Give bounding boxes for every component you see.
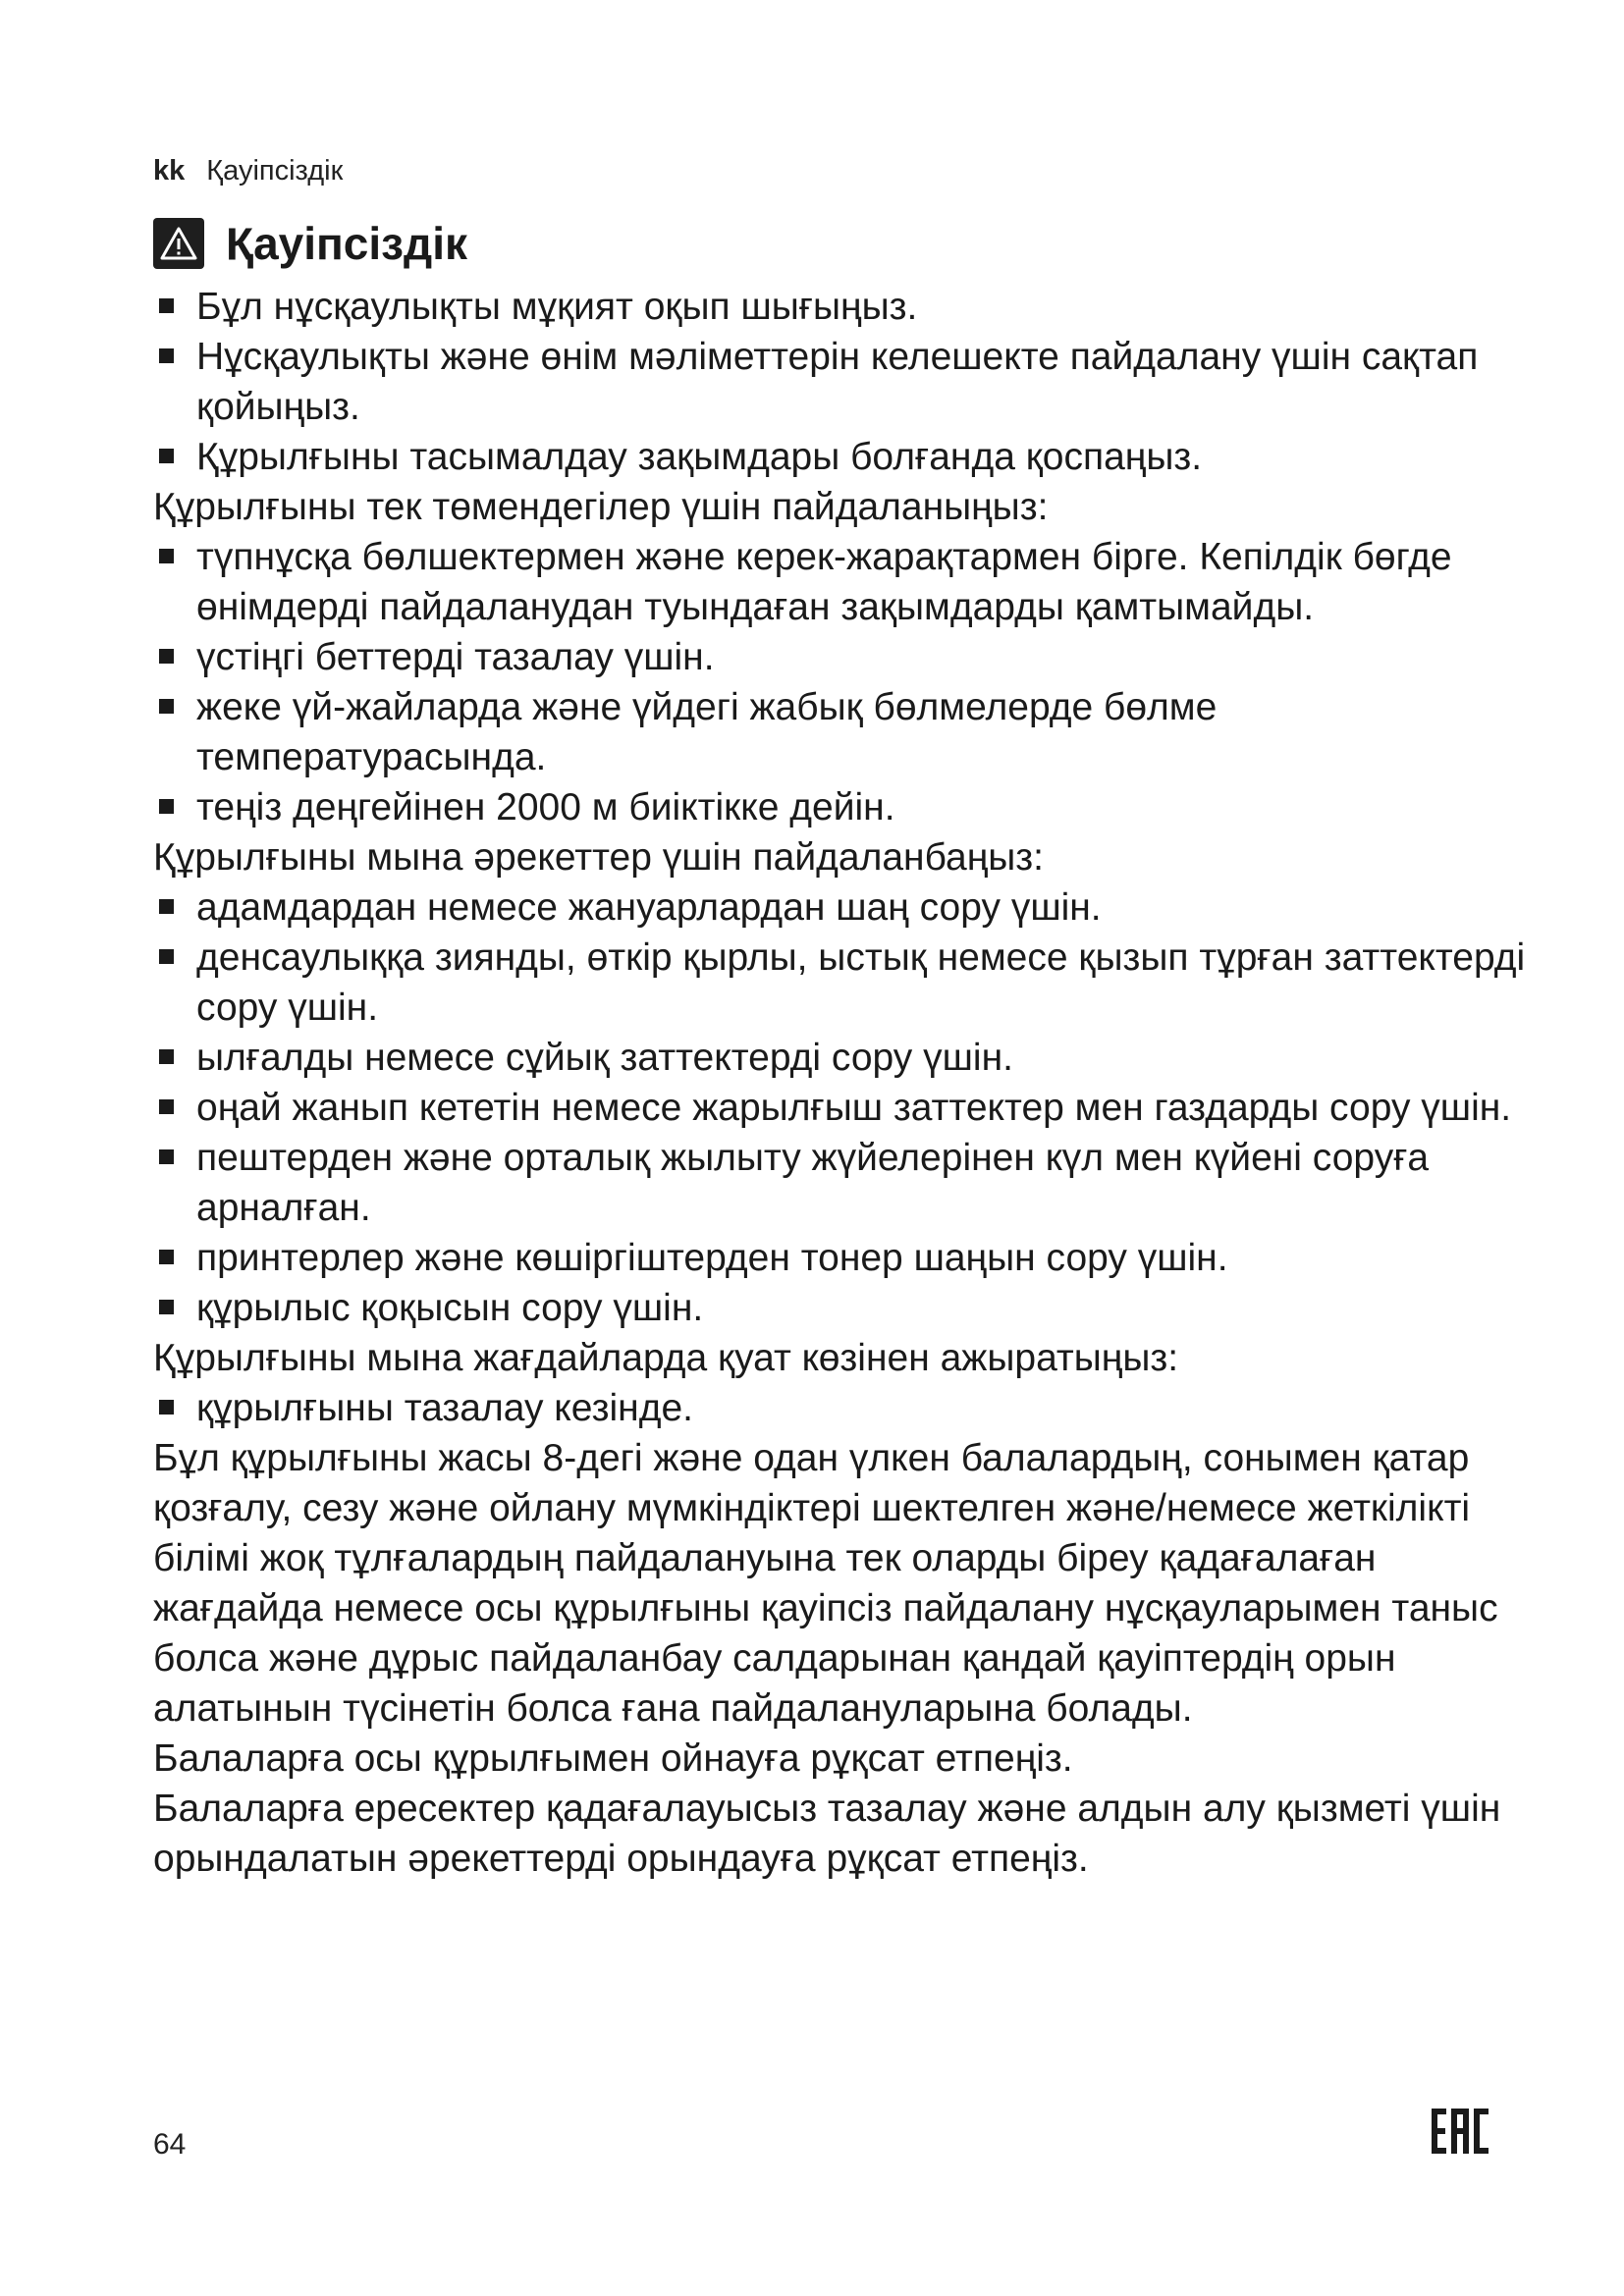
bullet-item-text: пештерден және орталық жылыту жүйелерінен күл мен күйені соруға арналған. [196, 1137, 1430, 1229]
bullet-item [153, 933, 1547, 1033]
paragraph: Балаларға ересектер қадағалауысыз тазалау және алдын алу қызметі үшін орындалатын әрекеттерді орындауға рұқсат етпеңіз. [153, 1788, 1501, 1880]
eac-mark [1432, 2109, 1489, 2159]
bullet-item-text: ылғалды немесе сұйық заттектерді сору үшін. [196, 1037, 1013, 1079]
bullet-item [153, 1083, 1547, 1133]
bullet-item [153, 1383, 1547, 1433]
bullet-item-text: жеке үй-жайларда және үйдегі жабық бөлмелерде бөлме температурасында. [196, 686, 1218, 778]
bullet-item [153, 282, 1547, 332]
running-header [153, 153, 343, 188]
bullet-item-text: түпнұсқа бөлшектермен және керек-жарақтармен бірге. Кепілдік бөгде өнімдерді пайдаланудан туындаған зақымдарды қамтымайды. [196, 536, 1452, 628]
bullet-item-text: принтерлер және көшіргіштерден тонер шаңын сору үшін. [196, 1237, 1228, 1279]
paragraph: Құрылғыны мына жағдайларда қуат көзінен ажыратыңыз: [153, 1337, 1179, 1379]
bullet-item [153, 1033, 1547, 1083]
paragraph: Құрылғыны мына әрекеттер үшін пайдаланбаңыз: [153, 836, 1044, 879]
bullet-item [153, 1283, 1547, 1333]
section-name: Қауіпсіздік [206, 155, 344, 187]
safety-content [153, 282, 1547, 1884]
paragraph: Балаларға осы құрылғымен ойнауға рұқсат етпеңіз. [153, 1737, 1073, 1780]
warning-triangle-icon [153, 218, 204, 269]
bullet-item [153, 432, 1547, 482]
bullet-item-text: үстіңгі беттерді тазалау үшін. [196, 636, 715, 678]
page-number: 64 [153, 2128, 187, 2161]
bullet-item [153, 332, 1547, 432]
bullet-item [153, 1133, 1547, 1233]
bullet-item-text: Нұсқаулықты және өнім мәліметтерін келешекте пайдалану үшін сақтап қойыңыз. [196, 336, 1479, 428]
bullet-item [153, 532, 1547, 632]
bullet-item-text: денсаулыққа зиянды, өткір қырлы, ыстық немесе қызып тұрған заттектерді сору үшін. [196, 936, 1526, 1029]
bullet-item [153, 1233, 1547, 1283]
section-title [153, 214, 467, 273]
bullet-item-text: құрылыс қоқысын сору үшін. [196, 1287, 704, 1329]
bullet-item [153, 682, 1547, 782]
paragraph: Құрылғыны тек төмендегілер үшін пайдаланыңыз: [153, 486, 1049, 528]
bullet-item [153, 882, 1547, 933]
bullet-item-text: оңай жанып кететін немесе жарылғыш заттектер мен газдарды сору үшін. [196, 1087, 1512, 1129]
page-title: Қауіпсіздік [226, 218, 468, 269]
bullet-item [153, 782, 1547, 832]
bullet-item-text: Бұл нұсқаулықты мұқият оқып шығыңыз. [196, 286, 918, 328]
bullet-item [153, 632, 1547, 682]
bullet-item-text: адамдардан немесе жануарлардан шаң сору үшін. [196, 886, 1102, 929]
bullet-item-text: құрылғыны тазалау кезінде. [196, 1387, 693, 1429]
paragraph: Бұл құрылғыны жасы 8-дегі және одан үлкен балалардың, сонымен қатар қозғалу, сезу және ойлану мүмкіндіктері шектелген және/немесе жеткілікті білімі жоқ тұлғалардың пайдалануына тек оларды біреу қадағалаған жағдайда немесе осы құрылғыны қауіпсіз пайдалану нұсқауларымен таныс болса және дұрыс пайдаланбау салдарынан қандай қауіптердің орын алатынын түсінетін болса ғана пайдалануларына болады. [153, 1437, 1498, 1730]
language-code: kk [153, 155, 186, 187]
bullet-item-text: Құрылғыны тасымалдау зақымдары болғанда қоспаңыз. [196, 436, 1203, 478]
bullet-item-text: теңіз деңгейінен 2000 м биіктікке дейін. [196, 786, 895, 828]
